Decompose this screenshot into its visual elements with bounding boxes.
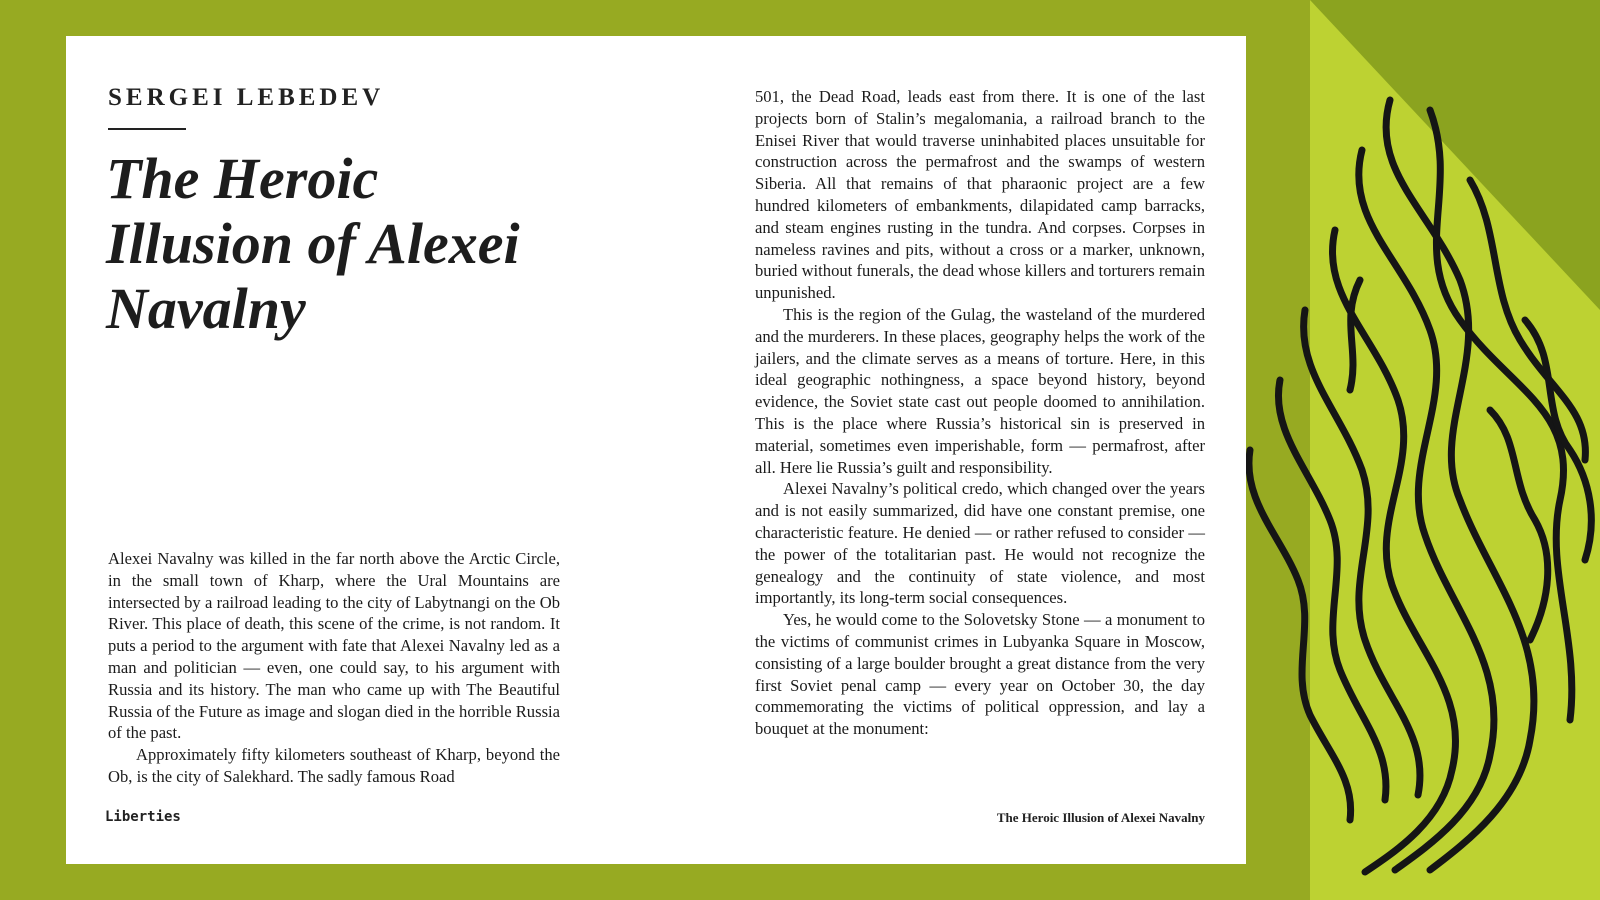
left-text-column [108, 548, 560, 788]
author-name: SERGEI LEBEDEV [108, 84, 385, 111]
body-paragraph: This is the region of the Gulag, the wasteland of the murdered and the murderers. In these places, geography helps the work of the jailers, and the climate serves as a means of torture. Here, in this ideal geographic nothingness, a space beyond history, beyond evidence, the Soviet state cast out people doomed to annihilation. This is the place where Russia’s historical sin is preserved in material, sometimes even imperishable, form — permafrost, after all. Here lie Russia’s guilt and responsibility. [755, 304, 1205, 477]
right-text-column [755, 86, 1205, 740]
body-paragraph: Alexei Navalny’s political credo, which changed over the years and is not easily summarized, did have one constant premise, one characteristic feature. He denied — or rather refused to consider — the power of the totalitarian past. He would not recognize the genealogy and the continuity of state violence, and most importantly, its long-term social consequences. [755, 479, 1205, 608]
running-title: The Heroic Illusion of Alexei Navalny [996, 810, 1205, 825]
title-line: Navalny [106, 276, 306, 341]
title-line: Illusion of Alexei [106, 211, 520, 276]
liberties-logo: Liberties [105, 809, 181, 825]
title-line: The Heroic [106, 146, 379, 211]
body-paragraph: Alexei Navalny was killed in the far north above the Arctic Circle, in the small town of Kharp, where the Ural Mountains are intersected by a railroad leading to the city of Labytnangi on the Ob River. This place of death, this scene of the crime, is not random. It puts a period to the argument with fate that Alexei Navalny led as a man and politician — even, one could say, to his argument with Russia and its history. The man who came up with The Beautiful Russia of the Future as image and slogan died in the horrible Russia of the past. [108, 549, 560, 743]
body-paragraph: 501, the Dead Road, leads east from there. It is one of the last projects born of Stalin’s megalomania, a railroad branch to the Enisei River that would traverse uninhabited places unsuitable for construction across the permafrost and the swamps of western Siberia. All that remains of that pharaonic project are a few hundred kilometers of embankments, dilapidated camp barracks, and steam engines rusting in the tundra. And corpses. Corpses in nameless ravines and pits, without a cross or a marker, unknown, buried without funerals, the dead whose killers and torturers remain unpunished. [755, 87, 1205, 303]
body-paragraph: Yes, he would come to the Solovetsky Stone — a monument to the victims of communist crimes in Lubyanka Square in Moscow, consisting of a large boulder brought a great distance from the very first Soviet penal camp — every year on October 30, the day commemorating the victims of political oppression, and lay a bouquet at the monument: [755, 610, 1205, 739]
article-title [106, 146, 626, 341]
body-paragraph: Approximately fifty kilometers southeast of Kharp, beyond the Ob, is the city of Salekhard. The sadly famous Road [108, 745, 560, 786]
title-divider [108, 128, 186, 130]
magazine-page-spread [66, 36, 1246, 864]
